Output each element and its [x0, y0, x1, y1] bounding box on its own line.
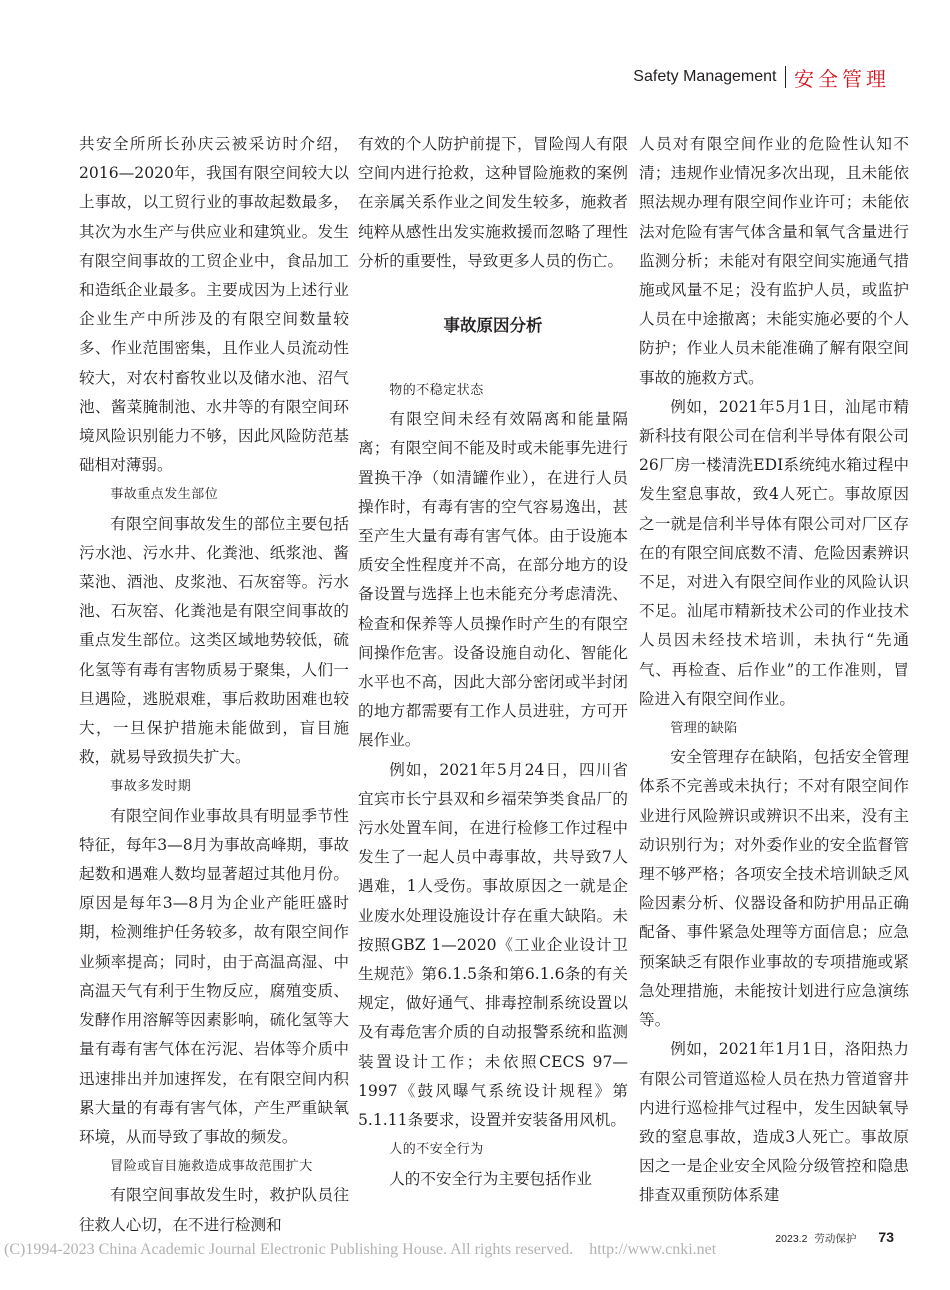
paragraph: 共安全所所长孙庆云被采访时介绍，2016—2020年，我国有限空间较大以上事故，以工贸行业的事故起数最多，其次为水生产与供应业和建筑业。发生有限空间事故的工贸企业中，食品加工和造纸企业最多。主要成因为上述行业企业生产中所涉及的有限空间数量较多、作业范围密集，且作业人员流动性较大，对农村畜牧业以及储水池、沼气池、酱菜腌制池、水井等的有限空间环境风险识别能力不够，因此风险防范基础相对薄弱。: [79, 135, 349, 475]
paragraph: 例如，2021年1月1日，洛阳热力有限公司管道巡检人员在热力管道窨井内进行巡检排气过程中，发生因缺氧导致的窒息事故，造成3人死亡。事故原因之一是企业安全风险分级管控和隐患排查双重预防体系建: [639, 1040, 909, 1205]
paragraph: 有限空间未经有效隔离和能量隔离；有限空间不能及时或未能事先进行置换干净（如清罐作业），在进行人员操作时，有毒有害的空气容易逸出，甚至产生大量有毒有害气体。由于设施本质安全性程度并不高，在部分地方的设备设置与选择上也未能充分考虑清洗、检查和保养等人员操作时产生的有限空间操作危害。设备设施自动化、智能化水平也不高，因此大部分密闭或半封闭的地方都需要有工作人员进驻，方可开展作业。: [358, 410, 628, 750]
paragraph: 例如，2021年5月24日，四川省宜宾市长宁县双和乡福荣笋类食品厂的污水处置车间，在进行检修工作过程中发生了一起人员中毒事故，共导致7人遇难，1人受伤。事故原因之一就是企业废水处理设施设计存在重大缺陷。未按照GBZ 1—2020《工业企业设计卫生规范》第6.1.5条和第6.1.6条的有关规定，做好通气、排毒控制系统设置以及有毒危害介质的自动报警系统和监测装置设计工作；未依照CECS 97—1997《鼓风曝气系统设计规程》第5.1.11条要求，设置并安装备用风机。: [358, 760, 628, 1130]
watermark-url: http://www.cnki.net: [589, 1241, 717, 1258]
copyright-text: (C)1994-2023 China Academic Journal Electronic Publishing House. All rights reserved.: [4, 1241, 574, 1258]
subheading-unsafe-conditions: 物的不稳定状态: [389, 383, 484, 399]
paragraph: 人员对有限空间作业的危险性认知不清；违规作业情况多次出现，且未能依照法规办理有限空间作业许可；未能依法对危险有害气体含量和氧气含量进行监测分析；未能对有限空间实施通气措施或风量不足；没有监护人员，或监护人员在中途撤离；未能实施必要的个人防护；作业人员未能准确了解有限空间事故的施救方式。: [639, 135, 909, 387]
text-column-3: [639, 130, 909, 1211]
section-name-english: Safety Management: [633, 68, 777, 85]
paragraph: 有限空间事故发生时，救护队员往往救人心切，在不进行检测和: [79, 1186, 349, 1234]
paragraph: 有限空间事故发生的部位主要包括污水池、污水井、化粪池、纸浆池、酱菜池、酒池、皮浆池、石灰窑等。污水池、石灰窑、化粪池是有限空间事故的重点发生部位。这类区域地势较低，硫化氢等有毒有害物质易于聚集，人们一旦遇险，逃脱艰难，事后救助困难也较大，一旦保护措施未能做到，盲目施救，就易导致损失扩大。: [79, 514, 349, 767]
paragraph: 例如，2021年5月1日，汕尾市精新科技有限公司在信利半导体有限公司26厂房一楼清洗EDI系统纯水箱过程中发生窒息事故，致4人死亡。事故原因之一就是信利半导体有限公司对厂区存在的有限空间底数不清、危险因素辨识不足，对进入有限空间作业的风险认识不足。汕尾市精新技术公司的作业技术人员因未经技术培训，未执行“先通气、再检查、后作业”的工作准则，冒险进入有限空间作业。: [639, 397, 909, 708]
paragraph: 安全管理存在缺陷，包括安全管理体系不完善或未执行；不对有限空间作业进行风险辨识或辨识不出来，没有主动识别行为；对外委作业的安全监督管理不够严格；各项安全技术培训缺乏风险因素分析、仪器设备和防护用品正确配备、事件紧急处理等方面信息；应急预案缺乏有限作业事故的专项措施或紧急处理措施，未能按计划进行应急演练等。: [639, 748, 909, 1030]
issue-number: 2023.2: [775, 1233, 808, 1245]
page-number: 73: [878, 1229, 894, 1245]
text-column-1: [79, 130, 349, 1240]
subheading-peak-periods: 事故多发时期: [110, 779, 192, 795]
paragraph: 人的不安全行为主要包括作业: [389, 1169, 592, 1188]
copyright-watermark: [4, 1241, 950, 1259]
subheading-unsafe-behavior: 人的不安全行为: [389, 1142, 484, 1158]
section-name-chinese: 安全管理: [794, 66, 890, 91]
section-title: 事故原因分析: [443, 316, 543, 336]
subheading-blind-rescue: 冒险或盲目施救造成事故范围扩大: [110, 1159, 313, 1175]
subheading-key-locations: 事故重点发生部位: [110, 487, 219, 503]
running-header: [633, 62, 890, 92]
paragraph: 有限空间作业事故具有明显季节性特征，每年3—8月为事故高峰期，事故起数和遇难人数均显著超过其他月份。原因是每年3—8月为企业产能旺盛时期，检测维护任务较多，故有限空间作业频率提高；同时，由于高温高湿、中高温天气有利于生物反应，腐殖变质、发酵作用溶解等因素影响，硫化氢等大量有毒有害气体在污泥、岩体等介质中迅速排出并加速挥发，在有限空间内积累大量的有毒有害气体，产生严重缺氧环境，从而导致了事故的频发。: [79, 806, 349, 1146]
text-column-2: [358, 130, 628, 1194]
paragraph: 有效的个人防护前提下，冒险闯人有限空间内进行抢救，这种冒险施救的案例在亲属关系作业之间发生较多，施救者纯粹从感性出发实施救援而忽略了理性分析的重要性，导致更多人员的伤亡。: [358, 135, 628, 270]
journal-name: 劳动保护: [814, 1233, 857, 1245]
subheading-management-defects: 管理的缺陷: [670, 721, 738, 737]
